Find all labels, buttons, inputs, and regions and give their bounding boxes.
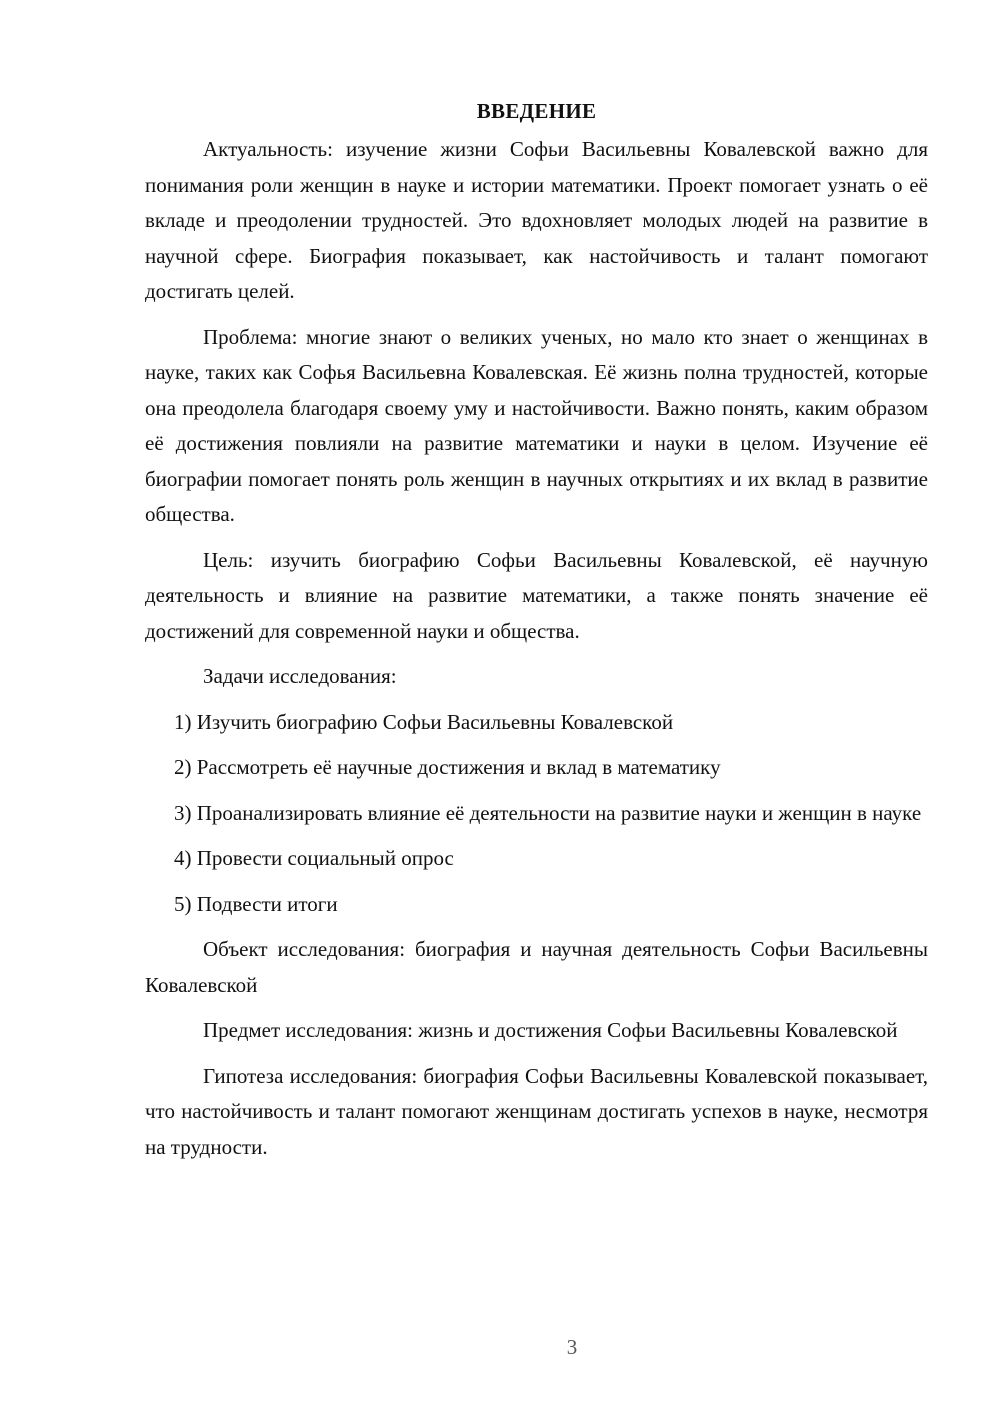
page-content <box>145 96 928 1175</box>
hypothesis-paragraph: Гипотеза исследования: биография Софьи Васильевны Ковалевской показывает, что настойчивость и талант помогают женщинам достигать успехов в науке, несмотря на трудности. <box>145 1063 928 1159</box>
problem-paragraph: Проблема: многие знают о великих ученых, но мало кто знает о женщинах в науке, таких как Софья Васильевна Ковалевская. Её жизнь полна трудностей, которые она преодолела благодаря своему уму и настойчивости. Важно понять, каким образом её достижения повлияли на развитие математики и науки в целом. Изучение её биографии помогает понять роль женщин в научных открытиях и их вклад в развитие общества. <box>145 324 928 526</box>
tasks-list <box>145 705 928 923</box>
task-item: 5) Подвести итоги <box>174 891 338 916</box>
task-item: 4) Провести социальный опрос <box>174 846 454 870</box>
task-item: 3) Проанализировать влияние её деятельности на развитие науки и женщин в науке <box>174 800 922 825</box>
goal-paragraph: Цель: изучить биографию Софьи Васильевны Ковалевской, её научную деятельность и влияние на развитие математики, а также понять значение её достижений для современной науки и общества. <box>145 547 928 643</box>
section-heading: ВВЕДЕНИЕ <box>476 99 597 123</box>
page-number: 3 <box>566 1335 578 1359</box>
subject-paragraph: Предмет исследования: жизнь и достижения Софьи Васильевны Ковалевской <box>203 1018 898 1042</box>
object-paragraph: Объект исследования: биография и научная деятельность Софьи Васильевны Ковалевской <box>145 937 928 997</box>
task-item: 2) Рассмотреть её научные достижения и вклад в математику <box>174 755 721 779</box>
relevance-paragraph: Актуальность: изучение жизни Софьи Васильевны Ковалевской важно для понимания роли женщин в науке и истории математики. Проект помогает узнать о её вкладе и преодолении трудностей. Это вдохновляет молодых людей на развитие в научной сфере. Биография показывает, как настойчивость и талант помогают достигать целей. <box>145 137 928 303</box>
tasks-title: Задачи исследования: <box>203 664 397 688</box>
task-item: 1) Изучить биографию Софьи Васильевны Ковалевской <box>174 709 674 734</box>
